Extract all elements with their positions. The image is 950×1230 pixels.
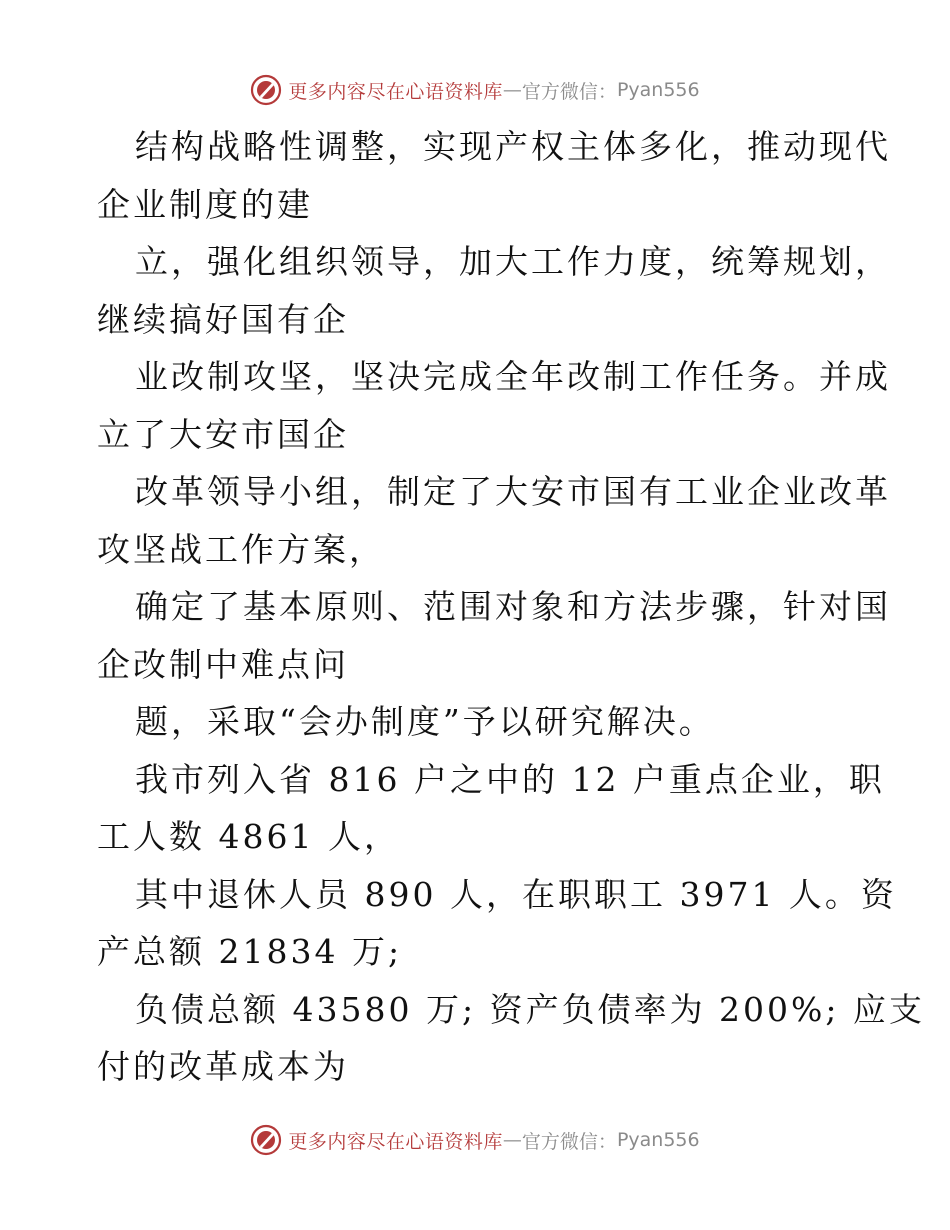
paragraph-line: 企业制度的建	[97, 184, 313, 224]
footer-site-text: 更多内容尽在心语资料库	[288, 1130, 503, 1153]
header-wechat-label: 官方微信：	[521, 80, 617, 103]
paragraph-line: 产总额 21834 万;	[97, 932, 403, 971]
paragraph	[97, 463, 891, 578]
pen-logo-icon	[250, 1124, 282, 1156]
paragraph	[97, 751, 885, 866]
footer-wechat-id: Pyan556	[616, 1129, 700, 1151]
paragraph-line: 题，采取“会办制度”予以研究解决。	[135, 702, 715, 741]
header-wechat-id: Pyan556	[616, 79, 700, 101]
paragraph-line: 负债总额 43580 万; 资产负债率为 200%; 应支	[135, 989, 926, 1029]
footer-watermark-banner	[0, 1120, 950, 1160]
footer-dash: —	[502, 1129, 522, 1151]
header-dash: —	[502, 79, 522, 101]
paragraph-line: 结构战略性调整，实现产权主体多化，推动现代	[135, 127, 891, 166]
footer-wechat-label: 官方微信：	[521, 1130, 617, 1153]
paragraph	[97, 866, 897, 981]
paragraph-line: 立了大安市国企	[97, 414, 349, 454]
paragraph-line: 其中退休人员 890 人，在职职工 3971 人。资	[135, 874, 897, 914]
paragraph	[97, 118, 891, 233]
paragraph-line: 付的改革成本为	[97, 1047, 349, 1086]
paragraph	[97, 348, 891, 463]
paragraph-line: 我市列入省 816 户之中的 12 户重点企业，职	[135, 759, 885, 799]
paragraph-line: 改革领导小组，制定了大安市国有工业企业改革	[135, 472, 891, 511]
paragraph-line: 企改制中难点问	[97, 644, 349, 684]
paragraph-line: 立，强化组织领导，加大工作力度，统筹规划，	[135, 242, 891, 281]
header-watermark-banner	[0, 70, 950, 110]
pen-logo-icon	[250, 74, 282, 106]
paragraph-line: 确定了基本原则、范围对象和方法步骤，针对国	[135, 587, 891, 626]
paragraph-line: 继续搞好国有企	[97, 299, 349, 339]
paragraph-line: 业改制攻坚，坚决完成全年改制工作任务。并成	[135, 357, 891, 396]
paragraph	[97, 233, 891, 348]
paragraph	[97, 693, 857, 751]
paragraph-line: 攻坚战工作方案，	[97, 529, 385, 569]
header-site-text: 更多内容尽在心语资料库	[288, 80, 503, 103]
paragraph	[97, 578, 891, 693]
document-body	[97, 118, 926, 1096]
paragraph-line: 工人数 4861 人，	[97, 817, 400, 856]
paragraph	[97, 981, 926, 1096]
